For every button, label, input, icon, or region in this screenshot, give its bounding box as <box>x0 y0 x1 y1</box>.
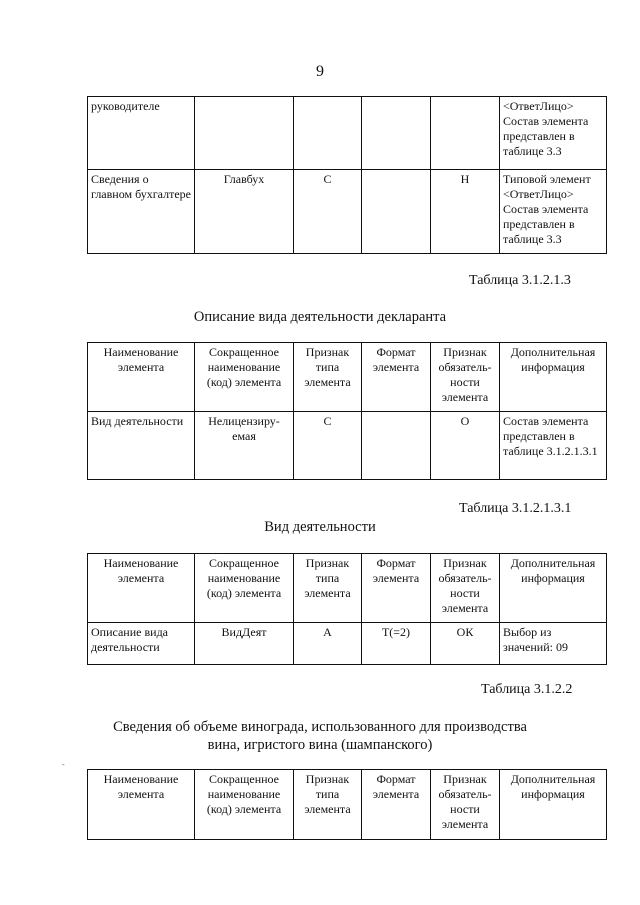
header-info: Дополнительная информация <box>500 343 607 412</box>
table-activity-description <box>87 342 607 480</box>
header-type: Признак типа элемента <box>294 554 362 623</box>
cell-name: Сведения о главном бухгалтере <box>88 170 195 254</box>
table-caption: Таблица 3.1.2.1.3 <box>469 273 571 288</box>
header-code: Сокращенное наименование (код) элемента <box>195 554 294 623</box>
page-number: 9 <box>316 63 324 80</box>
cell-required: Н <box>431 170 500 254</box>
table-row <box>88 170 607 254</box>
header-required: Признак обязатель- ности элемента <box>431 343 500 412</box>
cell-info: Типовой элемент <ОтветЛицо> Состав элемента представлен в таблице 3.3 <box>500 170 607 254</box>
header-format: Формат элемента <box>362 770 431 840</box>
cell-code: Нелицензиру- емая <box>195 412 294 480</box>
margin-mark: - <box>62 760 65 769</box>
header-info: Дополнительная информация <box>500 554 607 623</box>
cell-type: А <box>294 623 362 665</box>
cell-required <box>431 97 500 170</box>
header-name: Наименование элемента <box>88 554 195 623</box>
table-grape-volume <box>87 769 607 840</box>
cell-format <box>362 412 431 480</box>
table-caption: Таблица 3.1.2.2 <box>481 682 573 697</box>
cell-info: <ОтветЛицо> Состав элемента представлен в таблице 3.3 <box>500 97 607 170</box>
cell-format: Т(=2) <box>362 623 431 665</box>
table-header-row <box>88 554 607 623</box>
table-activity-type <box>87 553 607 665</box>
table-continuation <box>87 96 607 254</box>
cell-info: Выбор из значений: 09 <box>500 623 607 665</box>
table-caption: Таблица 3.1.2.1.3.1 <box>459 501 572 516</box>
cell-name: Вид деятельности <box>88 412 195 480</box>
table-title: Вид деятельности <box>264 519 376 535</box>
cell-code <box>195 97 294 170</box>
header-type: Признак типа элемента <box>294 343 362 412</box>
cell-name: руководителе <box>88 97 195 170</box>
header-code: Сокращенное наименование (код) элемента <box>195 770 294 840</box>
header-code: Сокращенное наименование (код) элемента <box>195 343 294 412</box>
table-title-line2: вина, игристого вина (шампанского) <box>207 737 433 753</box>
header-info: Дополнительная информация <box>500 770 607 840</box>
cell-type <box>294 97 362 170</box>
table-header-row <box>88 770 607 840</box>
cell-name: Описание вида деятельности <box>88 623 195 665</box>
header-name: Наименование элемента <box>88 770 195 840</box>
header-name: Наименование элемента <box>88 343 195 412</box>
cell-type: С <box>294 412 362 480</box>
header-format: Формат элемента <box>362 343 431 412</box>
table-row <box>88 412 607 480</box>
table-row <box>88 623 607 665</box>
cell-format <box>362 97 431 170</box>
table-title-line1: Сведения об объеме винограда, использованного для производства <box>113 719 527 735</box>
cell-format <box>362 170 431 254</box>
cell-required: О <box>431 412 500 480</box>
table-title: Описание вида деятельности декларанта <box>193 309 447 325</box>
cell-required: ОК <box>431 623 500 665</box>
cell-code: ВидДеят <box>195 623 294 665</box>
header-type: Признак типа элемента <box>294 770 362 840</box>
cell-info: Состав элемента представлен в таблице 3.1.2.1.3.1 <box>500 412 607 480</box>
table-header-row <box>88 343 607 412</box>
cell-type: С <box>294 170 362 254</box>
header-required: Признак обязатель- ности элемента <box>431 770 500 840</box>
table-row <box>88 97 607 170</box>
header-required: Признак обязатель- ности элемента <box>431 554 500 623</box>
cell-code: Главбух <box>195 170 294 254</box>
header-format: Формат элемента <box>362 554 431 623</box>
